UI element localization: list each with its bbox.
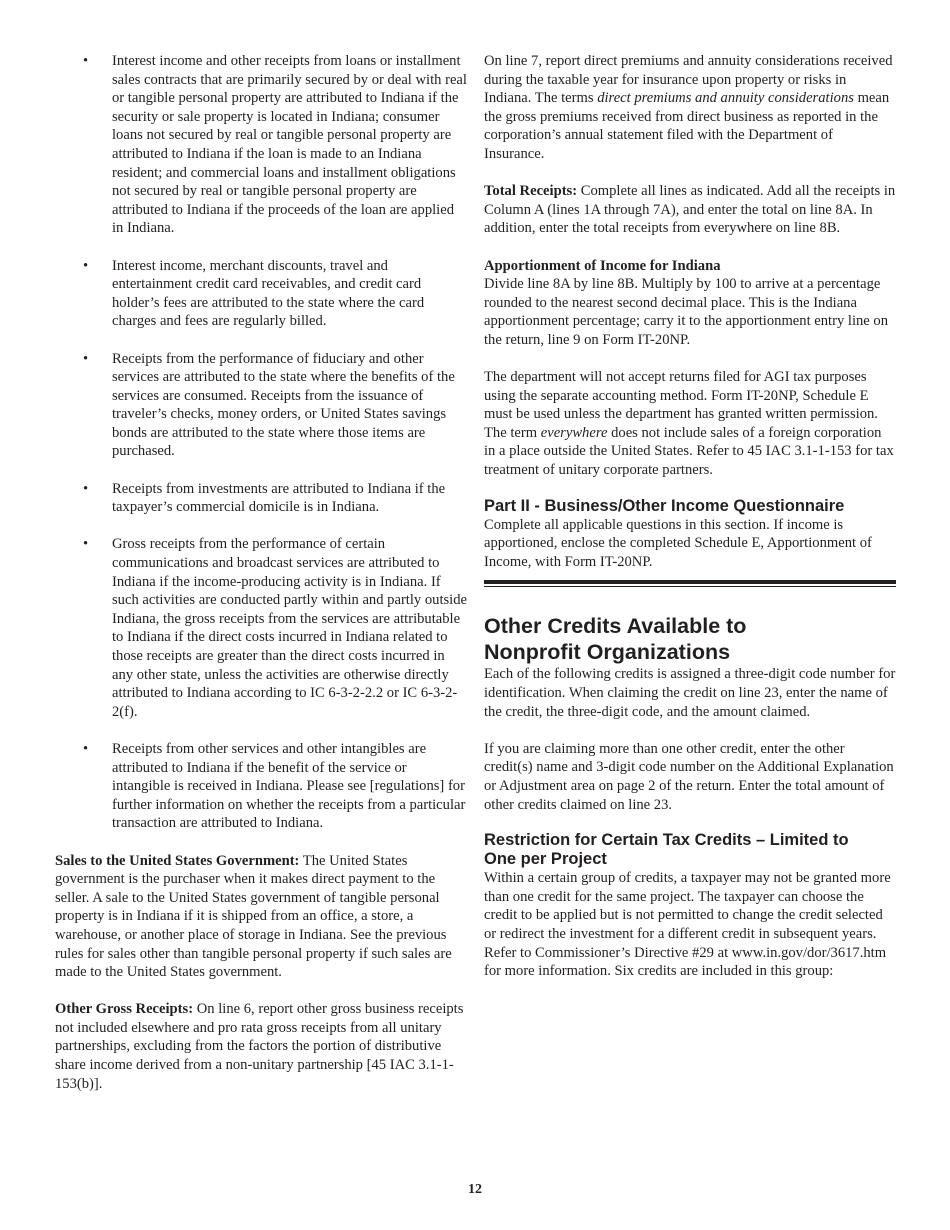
line7-text-b: mean the gross premiums received from direct business as reported in the corporation’s annual statement filed with the Department of Insurance. <box>484 90 890 162</box>
apportionment-text: Divide line 8A by line 8B. Multiply by 100 to arrive at a percentage rounded to the nearest second decimal place. This is the Indiana apportionment percentage; carry it to the apportionment entry line on the return, line 9 on Form IT-20NP. <box>484 276 889 348</box>
bullet-icon: • <box>83 740 89 757</box>
credits-heading-line2: Nonprofit Organizations <box>484 640 731 665</box>
bullet-icon: • <box>83 53 89 69</box>
list-item <box>55 480 467 517</box>
sales-us-government-paragraph <box>55 852 467 982</box>
list-item-text: Receipts from other services and other intangibles are attributed to Indiana if the benefit of the service or intangible is received in Indiana. Please see [regulations] for further information on whether the receipts from a particular transaction are attributed to Indiana. <box>112 740 466 832</box>
line7-italic-term: direct premiums and annuity considerations <box>597 90 854 107</box>
other-gross-receipts-label: Other Gross Receipts: <box>55 1001 194 1018</box>
list-item <box>55 740 467 833</box>
apportionment-heading: Apportionment of Income for Indiana <box>484 257 721 274</box>
right-column <box>484 52 896 981</box>
bullet-list <box>55 52 467 833</box>
left-column <box>55 52 467 1112</box>
part2-heading: Part II - Business/Other Income Questionnaire <box>484 496 845 515</box>
total-receipts-text: Complete all lines as indicated. Add all the receipts in Column A (lines 1A through 7A), and enter the total on line 8A. In addition, enter the total receipts from everywhere on line 8B. <box>484 183 896 237</box>
list-item <box>55 350 467 462</box>
list-item-text: Gross receipts from the performance of certain communications and broadcast services are attributed to Indiana if the income-producing activity is in Indiana. If such activities are conducted partly within and partly outside Indiana, the gross receipts from the services are attributable to Indiana if the direct costs incurred in Indiana related to those receipts are greater than the direct costs incurred in any other state, unless the activities are otherwise directly attributed to Indiana according to IC 6-3-2-2.2 or IC 6-3-2-2(f). <box>112 536 468 720</box>
list-item-text: Receipts from investments are attributed to Indiana if the taxpayer’s commercial domicile is in Indiana. <box>112 480 446 516</box>
department-paragraph <box>484 368 896 480</box>
sales-us-government-text: The United States government is the purchaser when it makes direct payment to the seller. A sale to the United States government of tangible personal property is in Indiana if it is shipped from an office, a store, a warehouse, or another place of storage in Indiana. See the previous rules for sales other than tangible personal property if such sales are made to the United States government. <box>55 852 452 981</box>
department-text-a: The department will not accept returns filed for AGI tax purposes using the separate accounting method. Form IT-20NP, Schedule E must be used unless the department has granted written permission. The term <box>484 369 878 441</box>
restriction-text: Within a certain group of credits, a taxpayer may not be granted more than one credit for the same project. The taxpayer can choose the credit to be applied but is not permitted to change the credit selected or redirect the investment for a different credit in subsequent years. Refer to Commissioner’s Directive #29 at www.in.gov/dor/3617.htm for more information. Six credits are included in this group: <box>484 870 891 980</box>
department-italic-term: everywhere <box>540 424 608 441</box>
line7-text-a: On line 7, report direct premiums and annuity considerations received during the taxable year for insurance upon property or risks in Indiana. The terms <box>484 53 893 107</box>
bullet-icon: • <box>83 536 89 553</box>
divider-thick <box>484 580 896 584</box>
bullet-icon: • <box>83 480 89 497</box>
divider-thin <box>484 586 896 587</box>
credits-text-2: If you are claiming more than one other credit, enter the other credit(s) name and 3-digit code number on the Additional Explanation or Adjustment area on page 2 of the return. Enter the total amount of other credits claimed on line 23. <box>484 740 894 813</box>
credits-heading-line1: Other Credits Available to <box>484 614 747 639</box>
other-gross-receipts-paragraph <box>55 1000 467 1093</box>
credits-text-1: Each of the following credits is assigned a three-digit code number for identification. When claiming the credit on line 23, enter the name of the credit, the three-digit code, and the amount claimed. <box>484 666 896 720</box>
restriction-heading-line1: Restriction for Certain Tax Credits – Limited to <box>484 831 849 850</box>
list-item-text: Receipts from the performance of fiduciary and other services are attributed to the state where the benefits of the services are consumed. Receipts from the issuance of traveler’s checks, money orders, or United States savings bonds are attributed to the state where those items are purchased. <box>112 350 455 460</box>
other-gross-receipts-text: On line 6, report other gross business receipts not included elsewhere and pro rata gross receipts from all unitary partnerships, excluding from the factors the portion of distributive share income derived from a non-unitary partnership [45 IAC 3.1-1-153(b)]. <box>55 1001 464 1092</box>
total-receipts-paragraph <box>484 182 896 238</box>
section-divider <box>484 580 896 587</box>
bullet-icon: • <box>83 257 89 274</box>
bullet-icon: • <box>83 350 89 367</box>
department-text-b: does not include sales of a foreign corporation in a place outside the United States. Refer to 45 IAC 3.1-1-153 for tax treatment of unitary corporate partners. <box>484 424 894 479</box>
list-item-text: Interest income, merchant discounts, travel and entertainment credit card receivables, and credit card holder’s fees are attributed to the state where the card charges and fees are regularly billed. <box>112 257 425 330</box>
line7-paragraph <box>484 52 896 164</box>
page-number: 12 <box>468 1182 482 1197</box>
list-item <box>55 535 467 721</box>
list-item <box>55 257 467 331</box>
sales-us-government-label: Sales to the United States Government: <box>55 852 300 869</box>
total-receipts-label: Total Receipts: <box>484 183 578 200</box>
list-item-text: Interest income and other receipts from loans or installment sales contracts that are primarily secured by or deal with real or tangible personal property are attributed to Indiana if the security or sale property is located in Indiana; consumer loans not secured by real or tangible personal property are attributed to Indiana if the loan is made to an Indiana resident; and commercial loans and installment obligations not secured by real or tangible personal property are attributed to Indiana if the proceeds of the loan are applied in Indiana. <box>112 53 467 237</box>
list-item <box>55 52 467 238</box>
part2-text: Complete all applicable questions in this section. If income is apportioned, enclose the completed Schedule E, Apportionment of Income, with Form IT-20NP. <box>484 516 872 570</box>
restriction-heading-line2: One per Project <box>484 850 607 869</box>
